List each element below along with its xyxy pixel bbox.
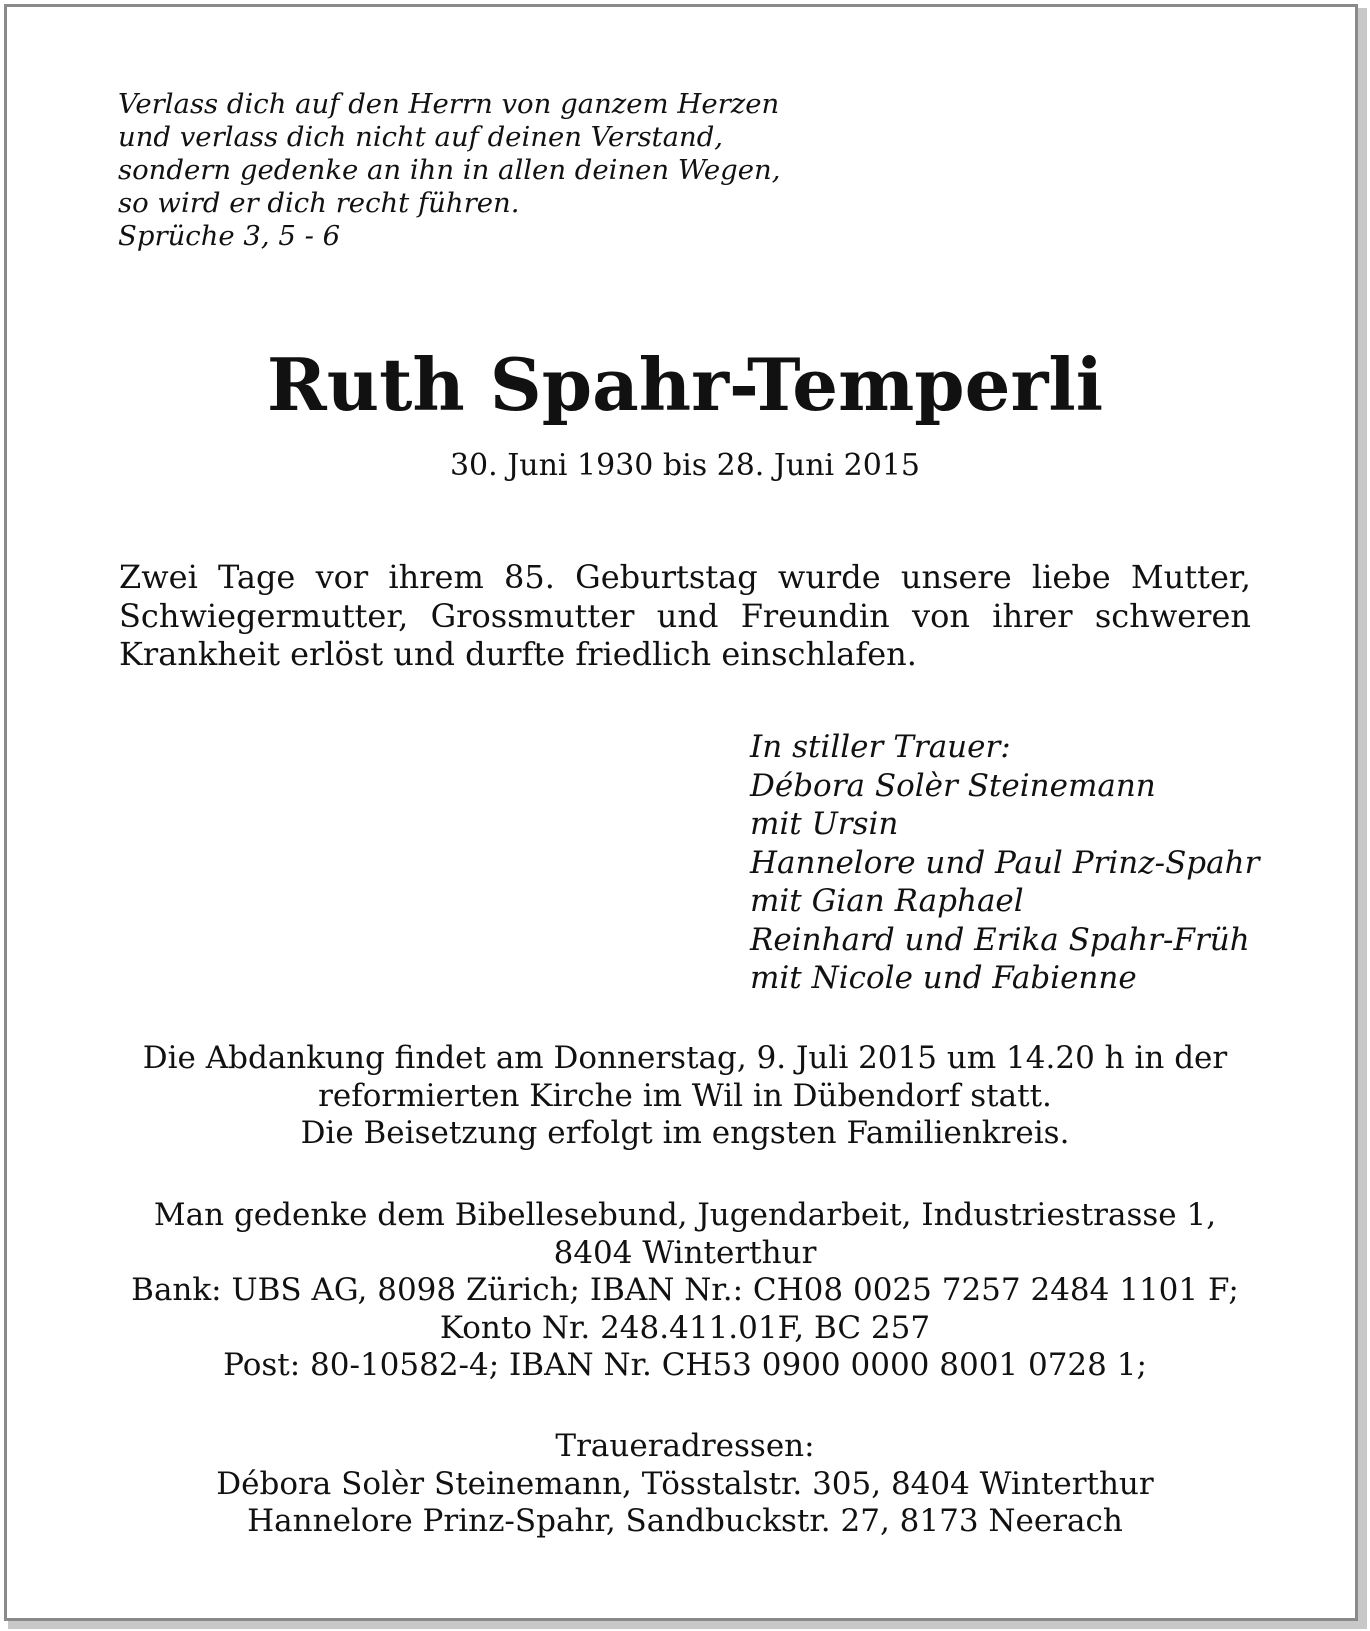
announcement-last-line: Krankheit erlöst und durfte friedlich einschlafen. [119, 635, 917, 673]
verse-reference: Sprüche 3, 5 - 6 [118, 220, 341, 252]
word: Zwei [119, 558, 198, 596]
mourner-line: mit Ursin [750, 806, 899, 842]
frame-shadow-bottom [8, 1621, 1367, 1629]
donation-line: Post: 80-10582-4; IBAN Nr. CH53 0900 0000 8001 0728 1; [223, 1347, 1147, 1383]
service-line: reformierten Kirche im Wil in Dübendorf statt. [318, 1077, 1052, 1114]
word: Grossmutter [430, 596, 635, 635]
word: Freundin [740, 596, 890, 635]
life-dates: 30. Juni 1930 bis 28. Juni 2015 [449, 448, 921, 483]
verse-line: sondern gedenke an ihn in allen deinen Wegen, [118, 154, 781, 186]
word: unsere [900, 558, 1012, 596]
mourning-addresses [0, 1428, 1370, 1541]
word: von [911, 596, 970, 635]
word: ihrem [388, 558, 484, 596]
announcement-line [119, 635, 1251, 674]
verse-line: und verlass dich nicht auf deinen Verstand, [118, 121, 724, 153]
donation-line: Konto Nr. 248.411.01F, BC 257 [439, 1309, 931, 1346]
word: Schwiegermutter, [119, 596, 409, 635]
donation-line: 8404 Winterthur [553, 1234, 817, 1271]
mourner-line: mit Nicole und Fabienne [750, 960, 1137, 996]
bible-verse [118, 88, 818, 253]
word: und [656, 596, 719, 635]
word: schweren [1094, 596, 1251, 635]
word: liebe [1031, 558, 1111, 596]
word: Tage [218, 558, 296, 596]
announcement-line [119, 558, 1251, 597]
addresses-heading: Traueradressen: [555, 1428, 815, 1464]
service-line: Die Beisetzung erfolgt im engsten Familienkreis. [300, 1115, 1070, 1151]
service-line: Die Abdankung findet am Donnerstag, 9. Juli 2015 um 14.20 h in der [142, 1040, 1228, 1076]
word: Geburtstag [575, 558, 758, 596]
donation-line: Bank: UBS AG, 8098 Zürich; IBAN Nr.: CH08 0025 7257 2484 1101 F; [131, 1272, 1239, 1308]
funeral-service-info [0, 1040, 1370, 1153]
verse-line: Verlass dich auf den Herrn von ganzem Herzen [118, 88, 780, 120]
announcement-text [119, 558, 1251, 674]
mourner-line: Reinhard und Erika Spahr-Früh [750, 921, 1250, 958]
announcement-line [119, 597, 1251, 636]
donation-line: Man gedenke dem Bibellesebund, Jugendarbeit, Industriestrasse 1, [153, 1197, 1217, 1233]
word: Mutter, [1130, 558, 1251, 596]
verse-line: so wird er dich recht führen. [118, 187, 520, 219]
deceased-name: Ruth Spahr-Temperli [266, 342, 1104, 427]
word: ihrer [992, 596, 1073, 635]
mourner-line: mit Gian Raphael [750, 883, 1024, 919]
address-line: Débora Solèr Steinemann, Tösstalstr. 305, 8404 Winterthur [216, 1465, 1154, 1502]
mourners-list [750, 728, 1310, 998]
word: wurde [777, 558, 881, 596]
address-line: Hannelore Prinz-Spahr, Sandbuckstr. 27, 8173 Neerach [247, 1503, 1123, 1539]
word: 85. [504, 558, 555, 596]
mourner-line: Débora Solèr Steinemann [750, 767, 1156, 804]
mourner-line: Hannelore und Paul Prinz-Spahr [750, 844, 1260, 881]
donation-info [0, 1197, 1370, 1385]
mourners-heading: In stiller Trauer: [750, 729, 1011, 765]
word: vor [315, 558, 369, 596]
